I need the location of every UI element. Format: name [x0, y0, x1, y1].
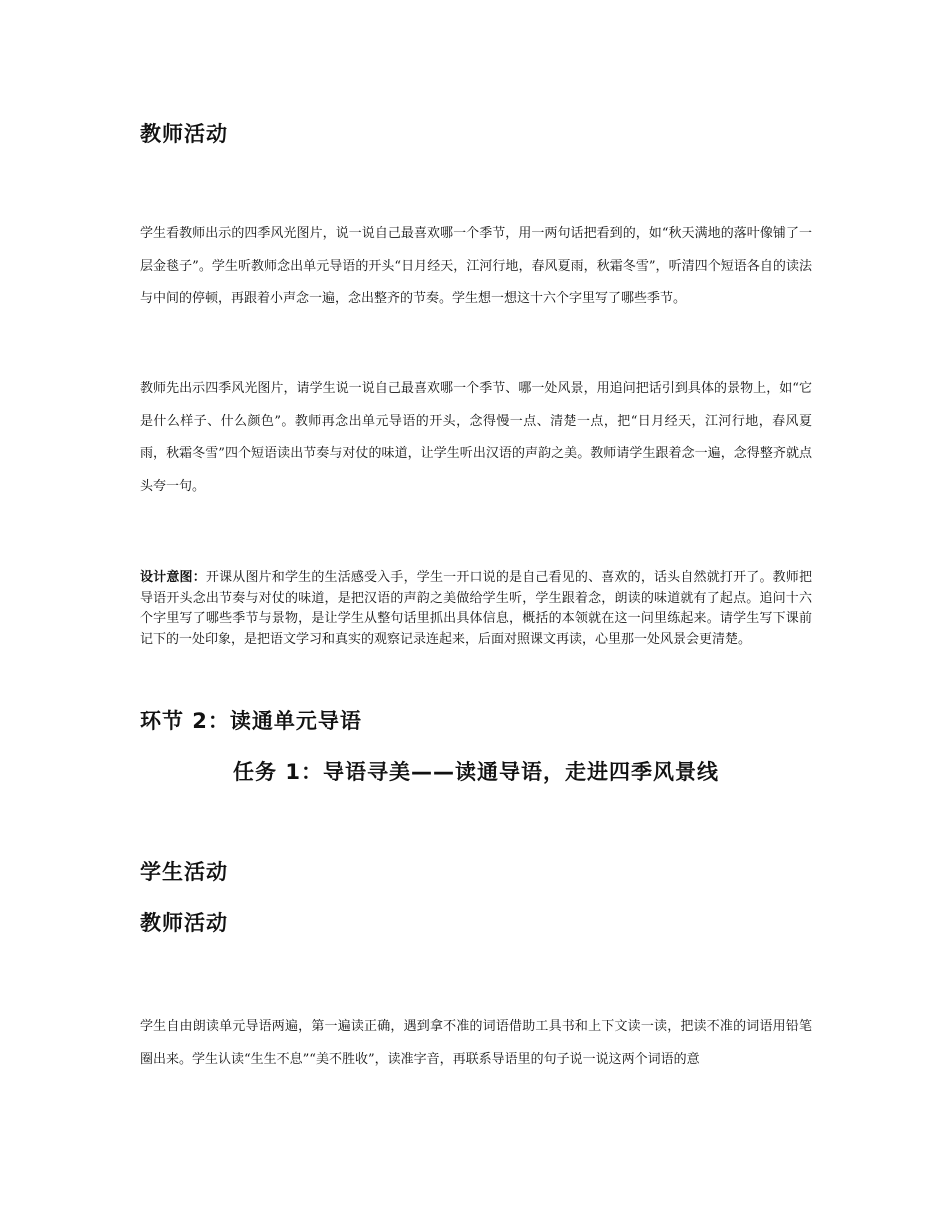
section-heading-teacher-activity: 教师活动	[140, 122, 228, 146]
design-intent-paragraph	[140, 568, 812, 650]
section-heading-student-activity: 学生活动	[140, 860, 228, 884]
section-heading-teacher-activity-2: 教师活动	[140, 911, 228, 935]
design-intent-label: 设计意图：	[140, 570, 206, 585]
step-2-heading: 环节 2：读通单元导语	[140, 709, 362, 733]
student-activity-paragraph: 学生看教师出示的四季风光图片，说一说自己最喜欢哪一个季节，用一两句话把看到的，如“秋天满地的落叶像铺了一层金毯子”。学生听教师念出单元导语的开头“日月经天，江河行地，春风夏雨，秋霜冬雪”，听清四个短语各自的读法与中间的停顿，再跟着小声念一遍，念出整齐的节奏。学生想一想这十六个字里写了哪些季节。	[140, 226, 812, 306]
design-intent-text: 开课从图片和学生的生活感受入手，学生一开口说的是自己看见的、喜欢的，话头自然就打开了。教师把导语开头念出节奏与对仗的味道，是把汉语的声韵之美做给学生听，学生跟着念，朗读的味道就有了起点。追问十六个字里写了哪些季节与景物，是让学生从整句话里抓出具体信息，概括的本领就在这一问里练起来。请学生写下课前记下的一处印象，是把语文学习和真实的观察记录连起来，后面对照课文再读，心里那一处风景会更清楚。	[140, 570, 812, 647]
task-1-heading: 任务 1：导语寻美——读通导语，走进四季风景线	[233, 760, 719, 784]
student-reading-paragraph: 学生自由朗读单元导语两遍，第一遍读正确，遇到拿不准的词语借助工具书和上下文读一读，把读不准的词语用铅笔圈出来。学生认读“生生不息”“美不胜收”，读准字音，再联系导语里的句子说一说这两个词语的意	[140, 1019, 812, 1067]
teacher-activity-paragraph: 教师先出示四季风光图片，请学生说一说自己最喜欢哪一个季节、哪一处风景，用追问把话引到具体的景物上，如“它是什么样子、什么颜色”。教师再念出单元导语的开头，念得慢一点、清楚一点，把“日月经天，江河行地，春风夏雨，秋霜冬雪”四个短语读出节奏与对仗的味道，让学生听出汉语的声韵之美。教师请学生跟着念一遍，念得整齐就点头夸一句。	[140, 381, 812, 494]
